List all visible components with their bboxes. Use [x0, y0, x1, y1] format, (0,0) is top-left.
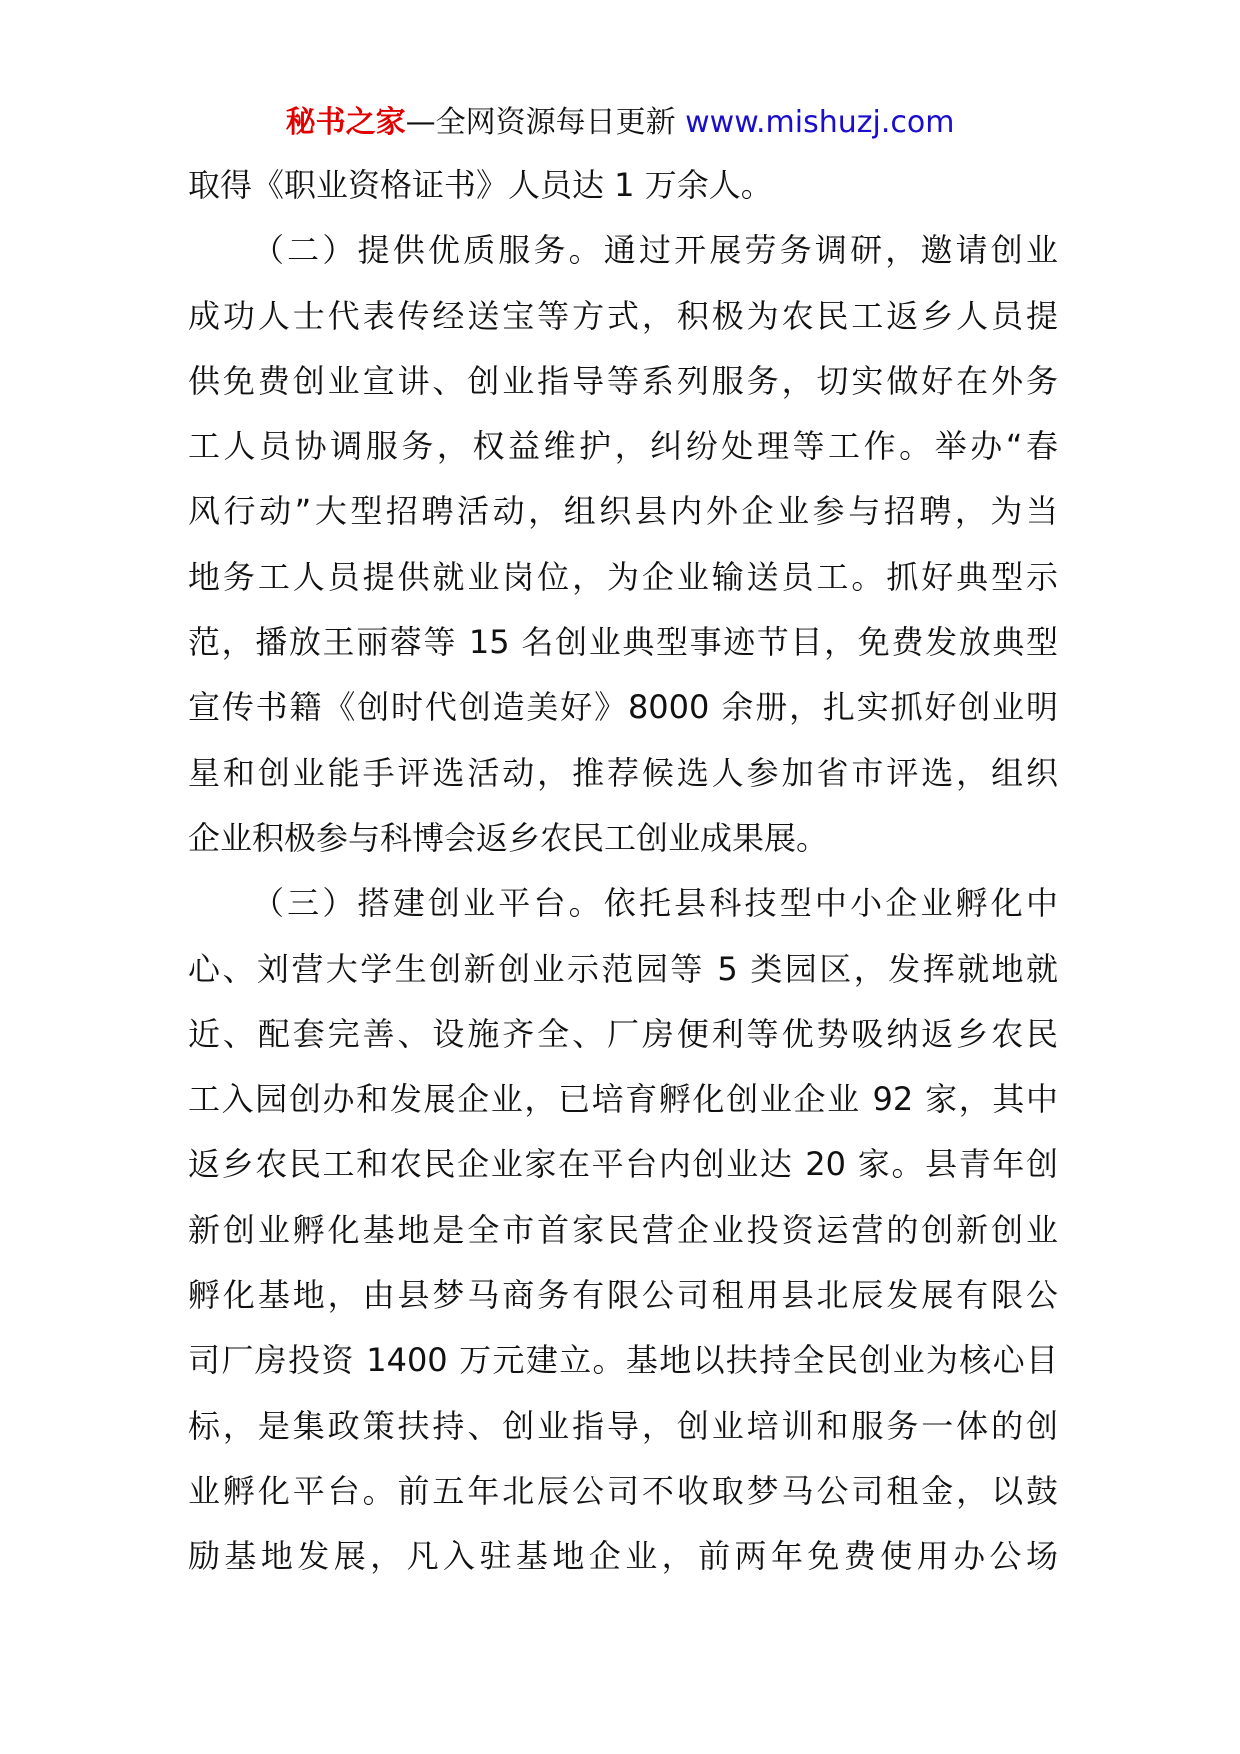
body-line: 取得《职业资格证书》人员达 1 万余人。 [188, 166, 773, 204]
site-url-link[interactable]: www.mishuzj.com [685, 105, 955, 140]
body-line: 风行动”大型招聘活动，组织县内外企业参与招聘，为当 [188, 492, 1058, 531]
section-heading-line: （三）搭建创业平台。依托县科技型中小企业孵化中 [252, 884, 1058, 923]
body-line: 范，播放王丽蓉等 15 名创业典型事迹节目，免费发放典型 [188, 623, 1058, 662]
body-line: 宣传书籍《创时代创造美好》8000 余册，扎实抓好创业明 [188, 688, 1058, 727]
body-line: 供免费创业宣讲、创业指导等系列服务，切实做好在外务 [188, 361, 1058, 400]
body-line: 标，是集政策扶持、创业指导，创业培训和服务一体的创 [188, 1406, 1058, 1445]
body-line: 返乡农民工和农民企业家在平台内创业达 20 家。县青年创 [188, 1145, 1058, 1184]
body-line: 成功人士代表传经送宝等方式，积极为农民工返乡人员提 [188, 296, 1058, 335]
site-slogan: —全网资源每日更新 [405, 105, 676, 140]
body-line: 星和创业能手评选活动，推荐候选人参加省市评选，组织 [188, 753, 1058, 792]
body-line: 工入园创办和发展企业，已培育孵化创业企业 92 家，其中 [188, 1080, 1058, 1119]
site-brand: 秘书之家 [285, 105, 406, 140]
body-line: 司厂房投资 1400 万元建立。基地以扶持全民创业为核心目 [188, 1341, 1058, 1380]
document-body [188, 163, 1058, 1600]
body-line: 孵化基地，由县梦马商务有限公司租用县北辰发展有限公 [188, 1276, 1058, 1315]
body-line: 励基地发展，凡入驻基地企业，前两年免费使用办公场 [188, 1537, 1058, 1576]
body-line: 近、配套完善、设施齐全、厂房便利等优势吸纳返乡农民 [188, 1014, 1058, 1053]
body-line: 地务工人员提供就业岗位，为企业输送员工。抓好典型示 [188, 557, 1058, 596]
body-line: 企业积极参与科博会返乡农民工创业成果展。 [188, 818, 829, 857]
body-line: 心、刘营大学生创新创业示范园等 5 类园区，发挥就地就 [188, 949, 1058, 988]
section-heading-line: （二）提供优质服务。通过开展劳务调研，邀请创业 [252, 231, 1058, 270]
body-line: 新创业孵化基地是全市首家民营企业投资运营的创新创业 [188, 1210, 1058, 1249]
body-line: 工人员协调服务，权益维护，纠纷处理等工作。举办“春 [188, 427, 1058, 466]
page-header [0, 101, 1240, 145]
body-line: 业孵化平台。前五年北辰公司不收取梦马公司租金，以鼓 [188, 1471, 1058, 1510]
